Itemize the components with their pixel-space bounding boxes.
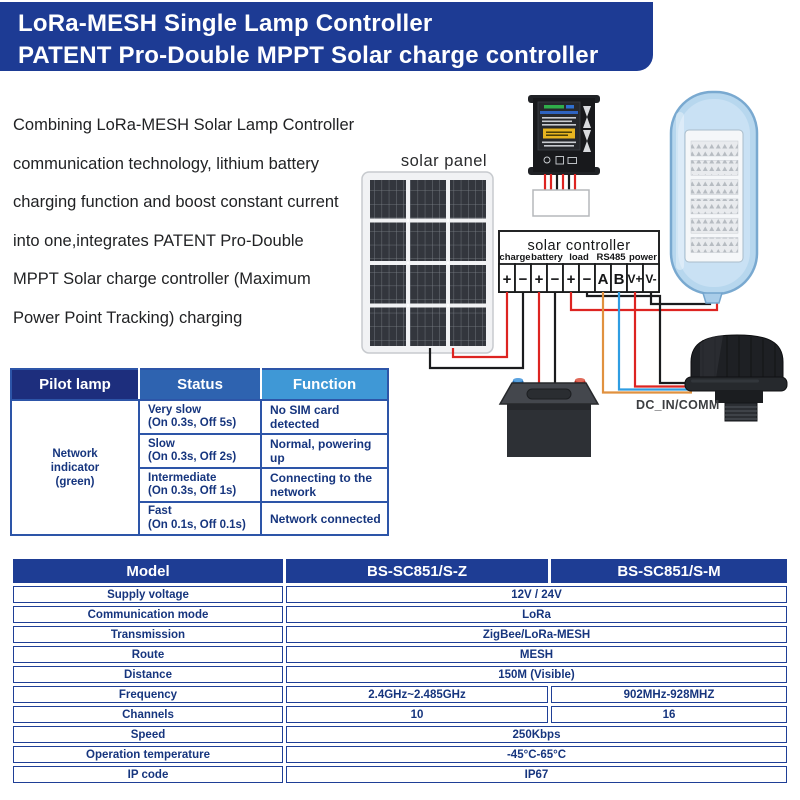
wire-load-positive bbox=[571, 292, 717, 310]
solar-controller-box bbox=[499, 231, 659, 292]
spec-label-cell: Distance bbox=[13, 666, 283, 683]
spec-label-cell: IP code bbox=[13, 766, 283, 783]
spec-label-cell: Operation temperature bbox=[13, 746, 283, 763]
terminal-label: + bbox=[566, 271, 576, 288]
description-paragraph bbox=[13, 106, 385, 338]
spec-value-cell: 16 bbox=[551, 706, 787, 723]
pilot-function-cell: Normal, powering up bbox=[261, 434, 388, 468]
spec-row bbox=[13, 666, 787, 683]
solar-controller-title: solar controller bbox=[527, 238, 631, 254]
dc-in-comm-label: DC_IN/COMM bbox=[636, 398, 720, 412]
spec-header-row bbox=[13, 559, 787, 583]
solar-panel-label: solar panel bbox=[400, 152, 488, 170]
junction-box bbox=[533, 190, 589, 216]
spec-header-model-m: BS-SC851/S-M bbox=[551, 559, 787, 583]
pilot-header-status: Status bbox=[139, 369, 261, 400]
terminal-label: V+ bbox=[627, 272, 643, 286]
spec-row bbox=[13, 766, 787, 783]
description-line: MPPT Solar charge controller (Maximum bbox=[13, 270, 311, 289]
solar-panel bbox=[362, 172, 493, 353]
wire-rs485-a bbox=[603, 292, 692, 393]
spec-value-cell: 10 bbox=[286, 706, 548, 723]
spec-row bbox=[13, 586, 787, 603]
pilot-indicator-cell bbox=[11, 400, 139, 535]
terminal-group-battery: battery bbox=[531, 252, 563, 263]
description-line: charging function and boost constant current bbox=[13, 193, 339, 212]
pilot-header-row bbox=[11, 369, 388, 400]
pilot-header-function: Function bbox=[261, 369, 388, 400]
terminal-group-load: load bbox=[569, 252, 589, 263]
pilot-status-cell: Slow (On 0.3s, Off 2s) bbox=[139, 434, 261, 468]
battery bbox=[500, 378, 598, 457]
pilot-header-pilot-lamp: Pilot lamp bbox=[11, 369, 139, 400]
spec-value-cell: MESH bbox=[286, 646, 787, 663]
terminal-label: − bbox=[518, 271, 528, 288]
description-line: into one,integrates PATENT Pro-Double bbox=[13, 231, 304, 250]
spec-value-cell: ZigBee/LoRa-MESH bbox=[286, 626, 787, 643]
spec-label-cell: Speed bbox=[13, 726, 283, 743]
mppt-controller-device bbox=[528, 95, 600, 192]
pilot-lamp-table bbox=[10, 368, 389, 536]
spec-label-cell: Frequency bbox=[13, 686, 283, 703]
wire-rs485-b bbox=[619, 292, 692, 390]
spec-value-cell: 12V / 24V bbox=[286, 586, 787, 603]
spec-label-cell: Route bbox=[13, 646, 283, 663]
spec-value-cell: IP67 bbox=[286, 766, 787, 783]
pilot-status-cell: Very slow (On 0.3s, Off 5s) bbox=[139, 400, 261, 434]
terminal-group-rs485: RS485 bbox=[596, 252, 626, 263]
spec-row bbox=[13, 626, 787, 643]
terminal-label: A bbox=[597, 271, 609, 288]
spec-value-cell: -45°C-65°C bbox=[286, 746, 787, 763]
spec-row bbox=[13, 746, 787, 763]
pilot-function-cell: Network connected bbox=[261, 502, 388, 535]
terminal-label: + bbox=[534, 271, 544, 288]
pilot-row bbox=[11, 400, 388, 434]
description-line: communication technology, lithium battery bbox=[13, 154, 320, 173]
indicator-line: indicator bbox=[50, 461, 100, 474]
wiring-diagram bbox=[350, 83, 800, 483]
spec-label-cell: Channels bbox=[13, 706, 283, 723]
pilot-status-cell: Fast (On 0.1s, Off 0.1s) bbox=[139, 502, 261, 535]
spec-value-cell: 150M (Visible) bbox=[286, 666, 787, 683]
pilot-function-cell: No SIM card detected bbox=[261, 400, 388, 434]
pilot-status-cell: Intermediate (On 0.3s, Off 1s) bbox=[139, 468, 261, 502]
terminal-label: + bbox=[502, 271, 512, 288]
spec-row bbox=[13, 706, 787, 723]
description-line: Combining LoRa-MESH Solar Lamp Controller bbox=[13, 116, 355, 134]
spec-table bbox=[10, 556, 790, 786]
wire-power-positive bbox=[635, 292, 692, 387]
terminal-label: B bbox=[613, 271, 625, 288]
spec-header-model: Model bbox=[13, 559, 283, 583]
spec-label-cell: Supply voltage bbox=[13, 586, 283, 603]
lamp-connector bbox=[703, 293, 722, 303]
title-banner bbox=[0, 2, 653, 71]
title-line-2: PATENT Pro-Double MPPT Solar charge controller bbox=[18, 41, 599, 69]
street-lamp bbox=[671, 92, 757, 303]
terminal-label: − bbox=[550, 271, 560, 288]
indicator-line: (green) bbox=[55, 475, 95, 488]
spec-row bbox=[13, 686, 787, 703]
spec-row bbox=[13, 646, 787, 663]
spec-row bbox=[13, 726, 787, 743]
terminal-group-power: power bbox=[629, 252, 657, 263]
title-line-1: LoRa-MESH Single Lamp Controller bbox=[18, 10, 433, 37]
terminal-label: V- bbox=[645, 272, 657, 286]
description-line: Power Point Tracking) charging bbox=[13, 308, 243, 327]
spec-label-cell: Communication mode bbox=[13, 606, 283, 623]
spec-row bbox=[13, 606, 787, 623]
spec-value-cell: 902MHz-928MHZ bbox=[551, 686, 787, 703]
spec-value-cell: LoRa bbox=[286, 606, 787, 623]
spec-header-model-z: BS-SC851/S-Z bbox=[286, 559, 548, 583]
spec-value-cell: 250Kbps bbox=[286, 726, 787, 743]
spec-value-cell: 2.4GHz~2.485GHz bbox=[286, 686, 548, 703]
pilot-function-cell: Connecting to the network bbox=[261, 468, 388, 502]
terminal-label: − bbox=[582, 271, 592, 288]
terminal-group-charge: charge bbox=[499, 252, 531, 263]
spec-label-cell: Transmission bbox=[13, 626, 283, 643]
indicator-line: Network bbox=[52, 447, 98, 460]
